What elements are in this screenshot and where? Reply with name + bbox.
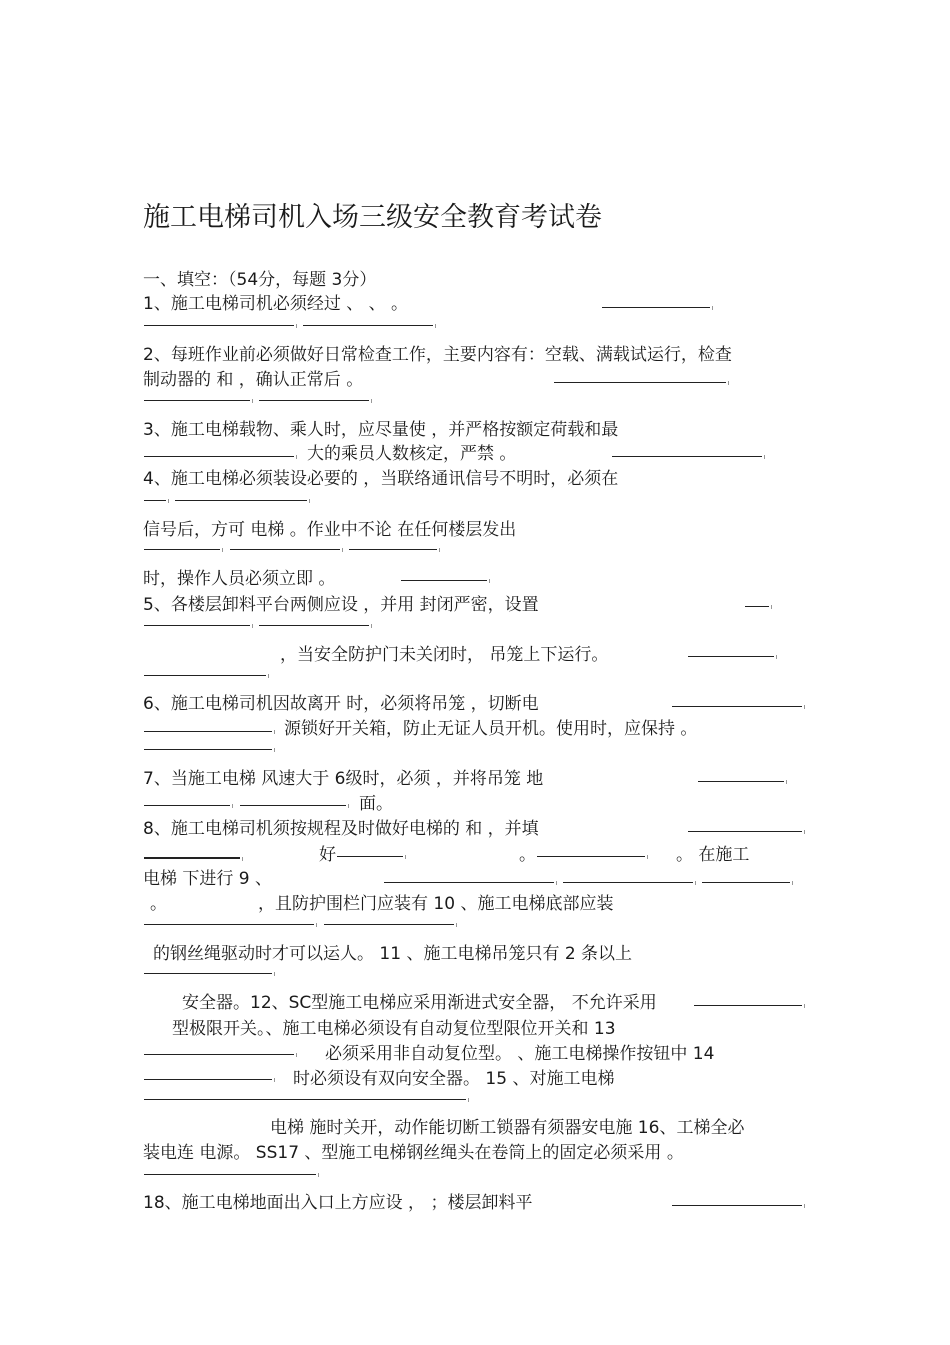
question-4-line-2: 信号后，方可 电梯 。作业中不论 在任何楼层发出 [143,520,517,540]
answer-blank[interactable] [303,325,433,326]
answer-blank[interactable] [688,656,774,657]
question-15-line-2: 装电连 电源。 SS17 、型施工电梯钢丝绳头在卷筒上的固定必须采用 。 [143,1143,684,1163]
answer-blank[interactable] [672,706,802,707]
answer-blank[interactable] [384,882,554,883]
answer-blank[interactable] [144,1099,466,1100]
question-15-line-1: 电梯 施时关开，动作能切断工锁器有须器安电施 16、工梯全必 [270,1118,745,1138]
page-title: 施工电梯司机入场三级安全教育考试卷 [143,202,602,233]
answer-blank[interactable] [259,625,369,626]
answer-blank[interactable] [259,400,369,401]
answer-blank[interactable] [745,606,769,607]
question-7-line-1: 7、当施工电梯 风速大于 6级时，必须 ，并将吊笼 地 [143,769,544,789]
answer-blank[interactable] [694,1005,802,1006]
answer-blank[interactable] [144,1174,316,1175]
question-8-line-2b: 。 [519,845,536,865]
answer-blank[interactable] [688,831,802,832]
question-8-line-2c: 。 在施工 [676,845,750,865]
question-4-line-1: 4、施工电梯必须装设必要的 ，当联络通讯信号不明时，必须在 [143,469,619,489]
question-2-line-2: 制动器的 和 ，确认正常后 。 [143,370,364,390]
question-13: 必须采用非自动复位型。 、施工电梯操作按钮中 14 [325,1044,715,1064]
question-1: 1、施工电梯司机必须经过 、 、 。 [143,294,409,314]
question-6-line-2: 源锁好开关箱，防止无证人员开机。使用时，应保持 。 [284,719,698,739]
question-12-line-1: 安全器。12、SC型施工电梯应采用渐进式安全器， 不允许采用 [182,993,657,1013]
answer-blank[interactable] [563,882,693,883]
answer-blank[interactable] [144,731,272,732]
question-8-line-3: 电梯 下进行 9 、 [143,869,273,889]
answer-blank[interactable] [144,400,250,401]
question-3-line-2: 大的乘员人数核定，严禁 。 [307,444,517,464]
answer-blank[interactable] [144,325,294,326]
answer-blank[interactable] [144,456,294,457]
answer-blank[interactable] [144,805,230,806]
answer-blank[interactable] [337,856,403,857]
question-8-line-4a: 。 [150,894,167,914]
answer-blank[interactable] [144,625,250,626]
answer-blank[interactable] [144,924,314,925]
question-14: 时必须设有双向安全器。 15 、对施工电梯 [293,1069,615,1089]
answer-blank[interactable] [324,924,454,925]
answer-blank[interactable] [612,456,762,457]
answer-blank[interactable] [672,1205,802,1206]
answer-blank[interactable] [144,675,266,676]
answer-blank[interactable] [144,1054,294,1055]
question-5-line-1: 5、各楼层卸料平台两侧应设 ，并用 封闭严密，设置 [143,595,539,615]
question-2-line-1: 2、每班作业前必须做好日常检查工作，主要内容有：空载、满载试运行，检查 [143,345,732,365]
question-8-line-1: 8、施工电梯司机须按规程及时做好电梯的 和 ，并填 [143,819,539,839]
answer-blank[interactable] [349,549,437,550]
answer-blank[interactable] [554,382,726,383]
answer-blank[interactable] [537,856,645,857]
question-7-line-2: 面。 [359,794,393,814]
question-10-11: 的钢丝绳驱动时才可以运人。 11 、施工电梯吊笼只有 2 条以上 [153,944,633,964]
answer-blank[interactable] [144,549,220,550]
answer-blank[interactable] [602,307,710,308]
question-8-line-4b: ，且防护围栏门应装有 10 、施工电梯底部应装 [258,894,614,914]
question-6-line-1: 6、施工电梯司机因故离开 时，必须将吊笼 ，切断电 [143,694,539,714]
question-8-line-2a: 好 [319,845,336,865]
answer-blank[interactable] [230,549,340,550]
question-3-line-1: 3、施工电梯载物、乘人时，应尽量使 ，并严格按额定荷载和最 [143,420,619,440]
answer-blank[interactable] [144,500,166,501]
question-4-line-3: 时，操作人员必须立即 。 [143,569,336,589]
answer-blank[interactable] [144,749,272,750]
question-5-line-2: ，当安全防护门未关闭时， 吊笼上下运行。 [280,645,609,665]
question-12-line-2: 型极限开关。、施工电梯必须设有自动复位型限位开关和 13 [172,1019,616,1039]
answer-blank[interactable] [240,805,346,806]
answer-blank[interactable] [698,781,784,782]
question-18: 18、施工电梯地面出入口上方应设 ， ；楼层卸料平 [143,1193,533,1213]
answer-blank[interactable] [144,1079,272,1080]
answer-blank[interactable] [144,857,240,859]
answer-blank[interactable] [401,580,487,581]
section-heading: 一、填空：（54分，每题 3分） [143,270,377,290]
answer-blank[interactable] [702,882,790,883]
answer-blank[interactable] [144,973,272,974]
answer-blank[interactable] [175,500,307,501]
